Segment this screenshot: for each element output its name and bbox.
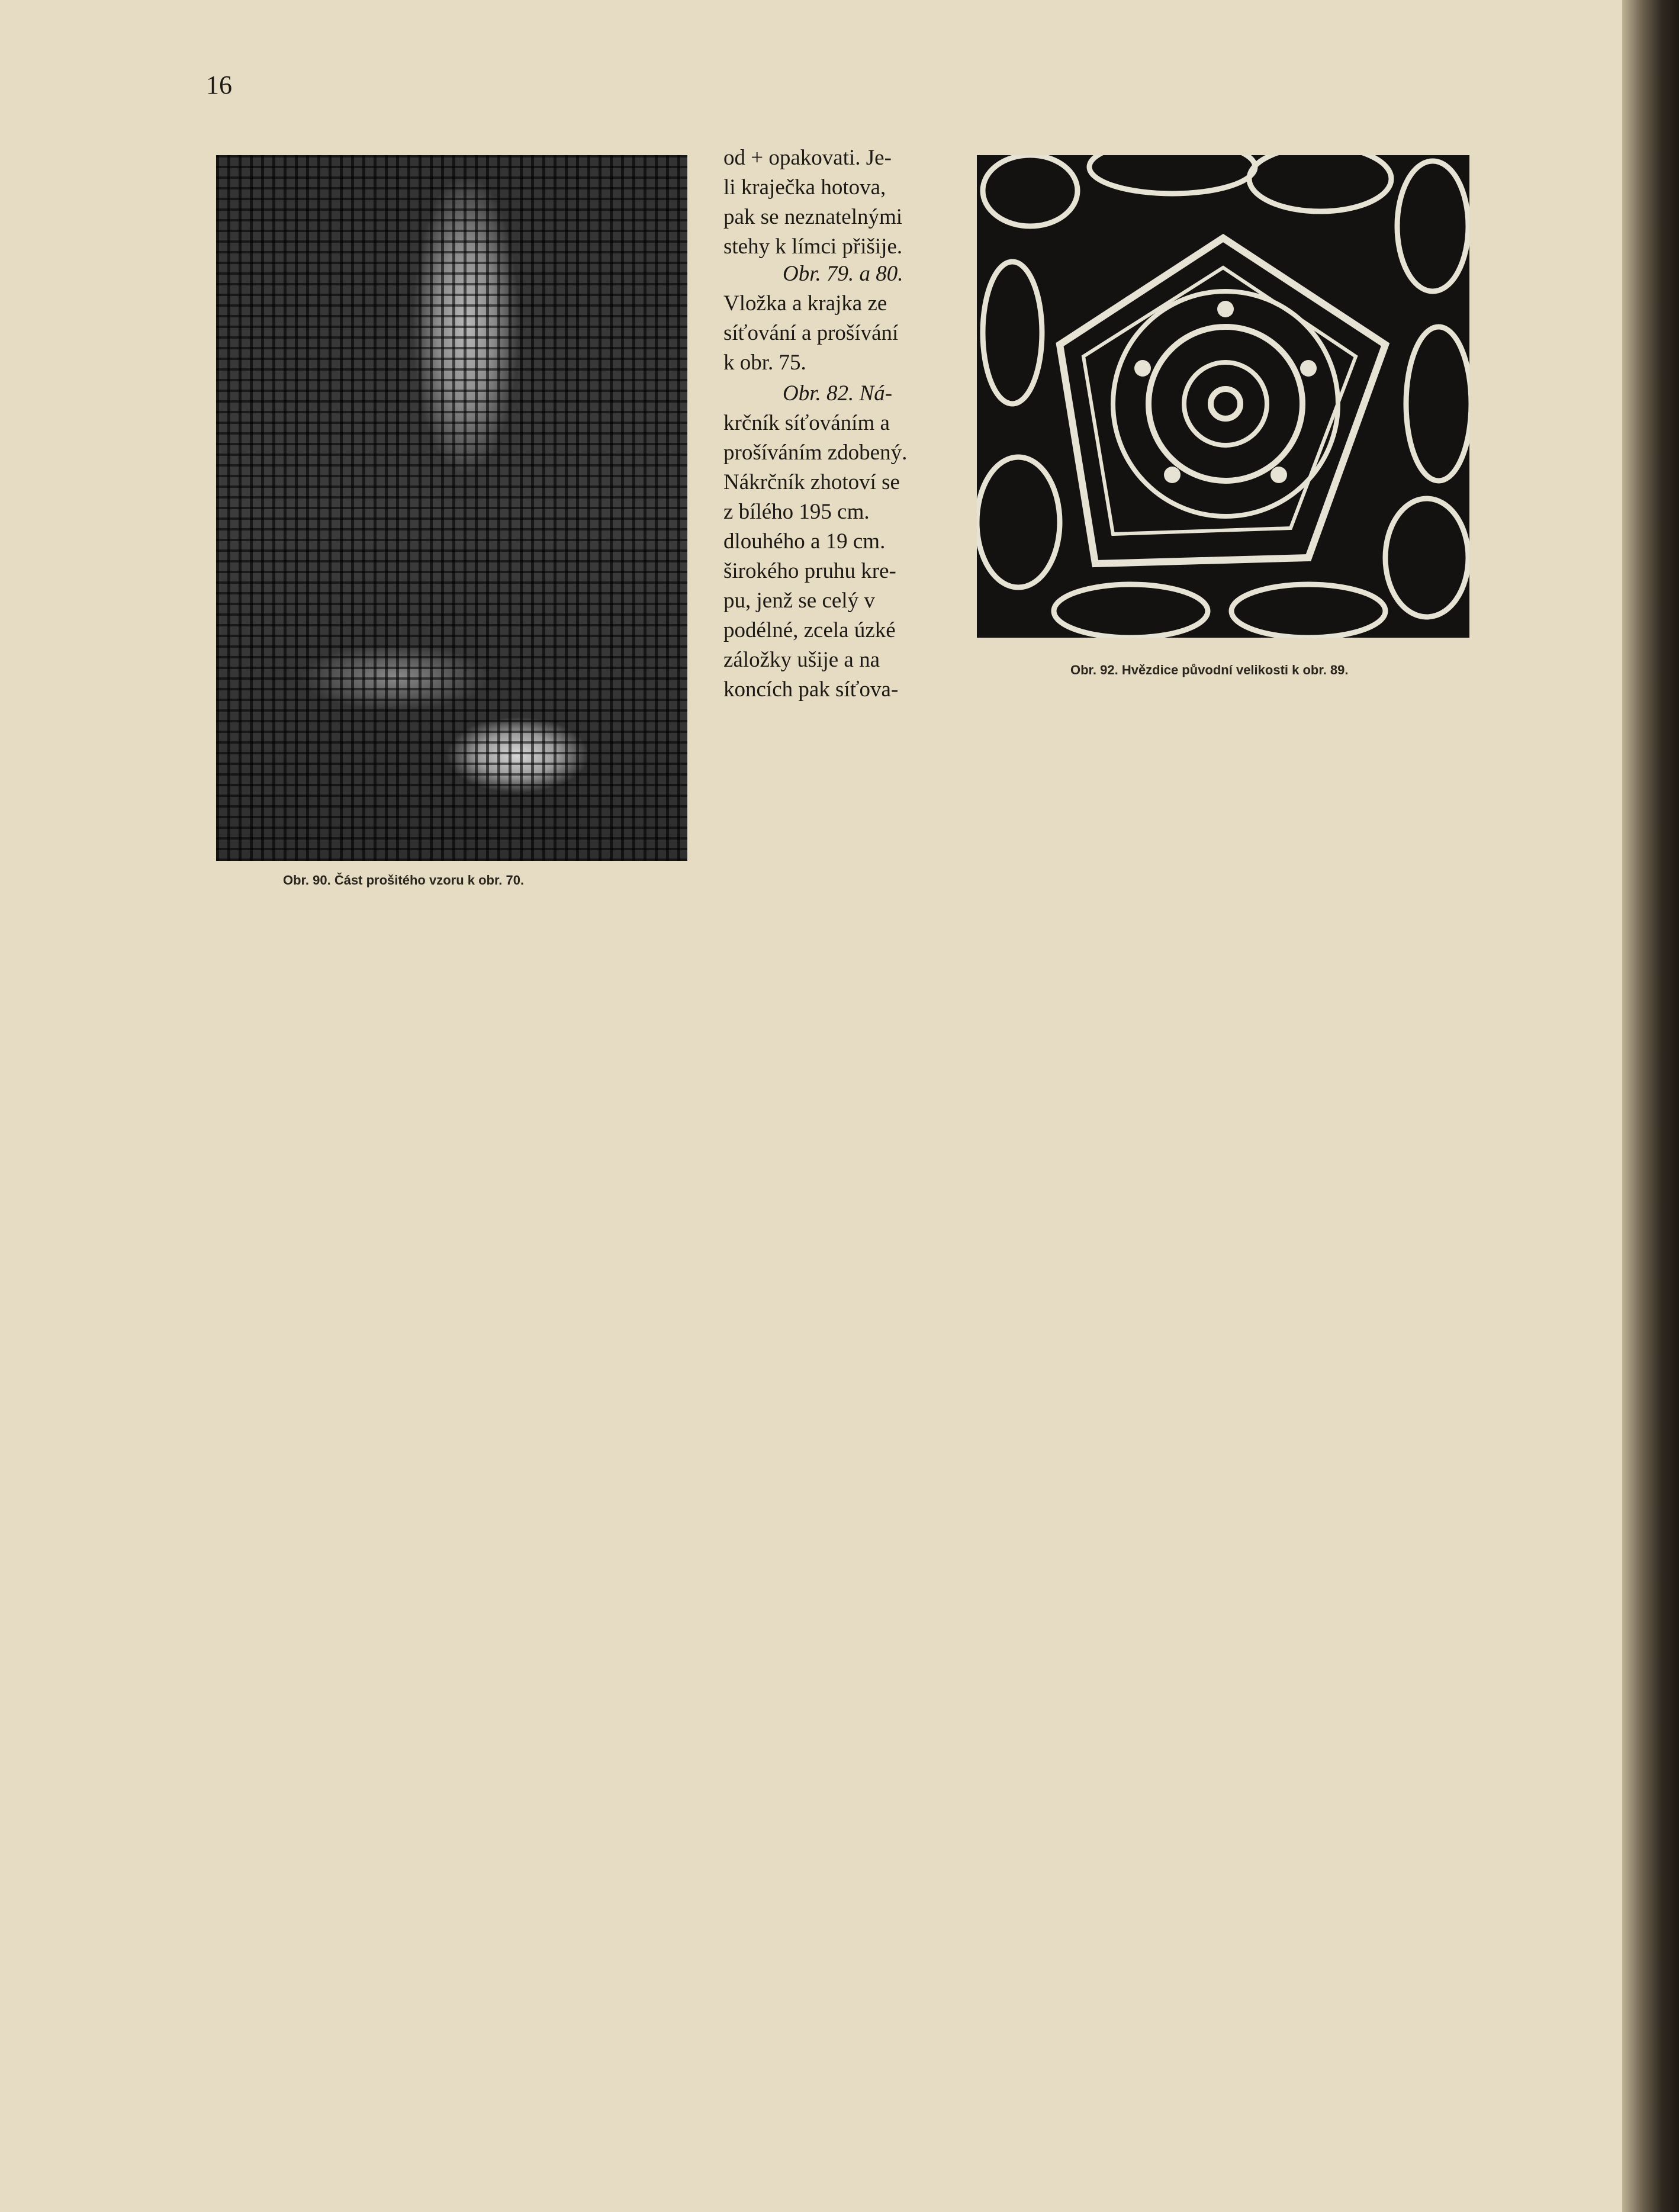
column-line: záložky ušije a na <box>723 648 880 672</box>
column-line: síťování a prošívání <box>723 321 899 345</box>
figure-90-stitched-pattern <box>216 155 687 861</box>
column-line: li kraječka hotova, <box>723 175 886 200</box>
column-line: stehy k límci přišije. <box>723 234 903 259</box>
column-line: pu, jenž se celý v <box>723 589 875 613</box>
crochet-star-illustration <box>977 155 1469 638</box>
column-line: k obr. 75. <box>723 351 806 375</box>
figure-92-crochet-star <box>977 155 1469 638</box>
book-spine <box>1622 0 1679 2212</box>
column-line: od + opakovati. Je- <box>723 146 892 170</box>
column-line: podélné, zcela úzké <box>723 618 896 642</box>
page-number: 16 <box>206 70 232 99</box>
column-line: Nákrčník zhotoví se <box>723 470 900 494</box>
column-line: dlouhého a 19 cm. <box>723 529 886 554</box>
column-line: širokého pruhu kre- <box>723 559 896 583</box>
column-line: z bílého 195 cm. <box>723 500 870 524</box>
caption-fig90: Obr. 90. Část prošitého vzoru k obr. 70. <box>283 873 525 888</box>
column-line: pak se neznatelnými <box>723 205 903 229</box>
column-line: prošíváním zdobený. <box>723 441 908 465</box>
column-line-obr79: Obr. 79. a 80. <box>783 262 903 286</box>
column-line-obr82: Obr. 82. Ná- <box>783 381 893 406</box>
column-line: Vložka a krajka ze <box>723 291 887 316</box>
column-line: koncích pak síťova- <box>723 677 899 702</box>
column-line: krčník síťováním a <box>723 411 890 435</box>
caption-fig92: Obr. 92. Hvězdice původní velikosti k obr. 89. <box>1070 663 1349 677</box>
